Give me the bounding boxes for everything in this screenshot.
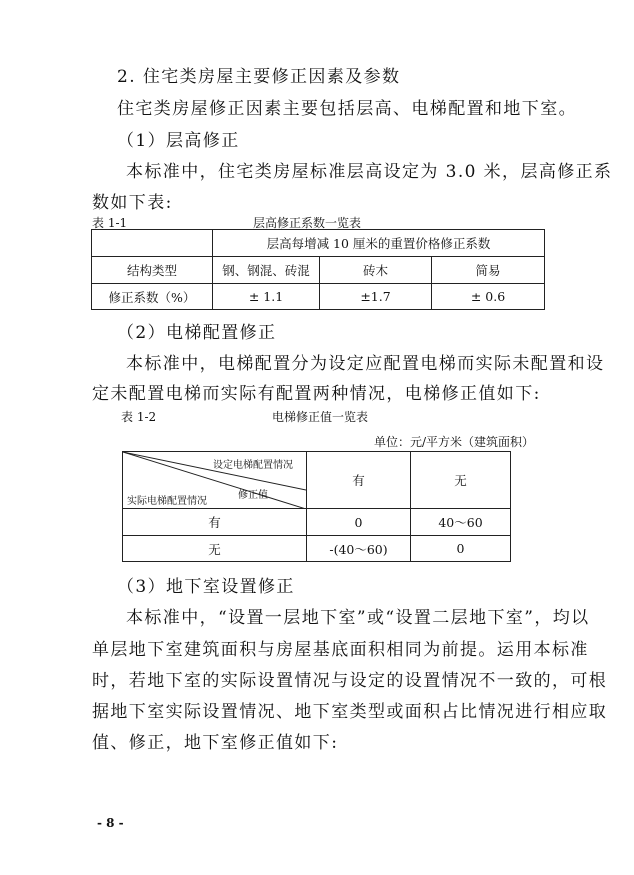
table-column-header: 简易 xyxy=(432,257,545,284)
unit-note: 单位：元/平方米（建筑面积） xyxy=(374,435,535,449)
paragraph-line: 本标准中，“设置一层地下室”或“设置二层地下室”，均以 xyxy=(126,608,590,628)
table-label: 表 1-1 xyxy=(92,216,128,230)
table-row-label: 无 xyxy=(123,536,307,562)
table-cell: ± 0.6 xyxy=(432,284,545,310)
paragraph-line: 本标准中，住宅类房屋标准层高设定为 3.0 米，层高修正系 xyxy=(126,162,613,182)
floor-height-table xyxy=(91,229,545,310)
table-column-header: 砖木 xyxy=(320,257,432,284)
table-cell-empty xyxy=(92,230,213,257)
paragraph-line: 时，若地下室的实际设置情况与设定的设置情况不一致的，可根 xyxy=(92,671,608,691)
paragraph-line: 定未配置电梯而实际有配置两种情况，电梯修正值如下: xyxy=(92,384,541,404)
table-column-header: 钢、钢混、砖混 xyxy=(213,257,320,284)
table-column-header: 无 xyxy=(411,452,511,509)
table-cell: ±1.7 xyxy=(320,284,432,310)
table-cell: -(40～60) xyxy=(307,536,411,562)
diagonal-header-cell xyxy=(123,452,307,509)
diag-label-top: 设定电梯配置情况 xyxy=(213,460,293,471)
table-cell: 0 xyxy=(411,536,511,562)
subsection-heading-elevator: （2）电梯配置修正 xyxy=(117,323,277,343)
paragraph-line: 据地下室实际设置情况、地下室类型或面积占比情况进行相应取 xyxy=(92,702,608,722)
table-cell: 0 xyxy=(307,509,411,536)
paragraph-line: 值、修正，地下室修正值如下: xyxy=(92,733,339,753)
page-number: - 8 - xyxy=(97,816,124,830)
paragraph-line: 本标准中，电梯配置分为设定应配置电梯而实际未配置和设 xyxy=(126,354,605,374)
subsection-heading-floor-height: （1）层高修正 xyxy=(117,131,240,151)
table-cell: 40～60 xyxy=(411,509,511,536)
table-span-header: 层高每增减 10 厘米的重置价格修正系数 xyxy=(213,230,545,257)
table-cell: ± 1.1 xyxy=(213,284,320,310)
table-row-label: 结构类型 xyxy=(92,257,213,284)
diag-label-bottom: 实际电梯配置情况 xyxy=(127,496,207,507)
table-row-label: 修正系数（%） xyxy=(92,284,213,310)
paragraph-line: 单层地下室建筑面积与房屋基底面积相同为前提。运用本标准 xyxy=(92,640,589,660)
table-column-header: 有 xyxy=(307,452,411,509)
table-caption: 电梯修正值一览表 xyxy=(272,410,369,424)
paragraph-line: 数如下表: xyxy=(92,193,173,213)
diag-label-mid: 修正值 xyxy=(238,490,268,501)
table-caption: 层高修正系数一览表 xyxy=(253,216,362,230)
section-heading: 2. 住宅类房屋主要修正因素及参数 xyxy=(117,67,401,87)
elevator-table xyxy=(122,451,511,562)
subsection-heading-basement: （3）地下室设置修正 xyxy=(117,577,295,597)
table-row-label: 有 xyxy=(123,509,307,536)
intro-line: 住宅类房屋修正因素主要包括层高、电梯配置和地下室。 xyxy=(117,99,577,119)
table-label: 表 1-2 xyxy=(121,410,157,424)
